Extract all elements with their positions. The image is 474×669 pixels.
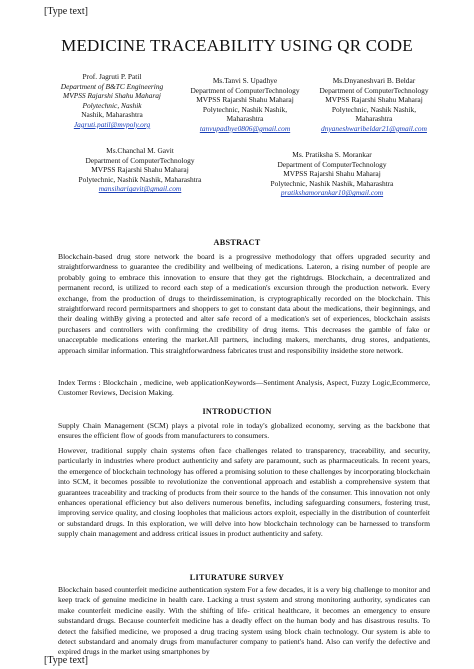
author-affiliation: Polytechnic, Nashik Nashik, (331, 104, 417, 114)
author-name: Ms.Dnyaneshvari B. Beldar (332, 76, 416, 85)
author-location: Maharashtra (355, 114, 393, 124)
author-affiliation: Department of ComputerTechnology (85, 155, 195, 165)
literature-survey-text: Blockchain based counterfeit medicine authentication system For a few decades, it is a very big challenge to monitor and keep track of genuine medicine in health care. Lacking a trust system and strong monitoring authority, syndicates can make counterfeit medicine easily. With the shifting of life- critical healthcare, it becomes an emergency to ensure substandard drugs. Because counterfeit medicine has a deadly effect on the human body and has disastrous results. To detect the falsified medicine, we proposed a drug tracing system using block chain technology. Our system is able to detect substandard and anomaly drugs from manufacturer company to patient's hand. Also can verify the defective and expired drugs in the market using smartphones by (58, 585, 430, 657)
abstract-heading: ABSTRACT (213, 238, 261, 247)
author-block-2 (190, 76, 300, 134)
author-affiliation: MVPSS Rajarshi Shahu Maharaj (325, 95, 423, 105)
author-email-link[interactable]: tanvupadhye0806@gmail.com (199, 123, 291, 133)
author-block-4 (60, 146, 220, 194)
author-affiliation: MVPSS Rajarshi Shahu Maharaj (283, 169, 381, 179)
author-affiliation: Department of ComputerTechnology (319, 85, 429, 95)
page-footer: [Type text] (44, 655, 89, 666)
author-location: Maharashtra (226, 114, 264, 124)
abstract-text: Blockchain-based drug store network the board is a progressive methodology that offers upgraded security and straightforwardness to guarantee the credibility and wellbeing of medications. Lateron, a rising number of people are probably going to embrace this innovation to ensure that they get the rightdrugs. Blockchain, a decentralized and permanent record, is utilized to record each step of a medication's excursion through the production network. Every exchange, from the production of drugs to theirdissemination, is cryptographically recorded on the blockchain. This straightforward record permitspartners and shoppers to get to constant data about the medications, their beginnings, and their dealing withBy giving a protected and alter safe record of a medication's set of experiences, blockchain assists purchasers and controllers with confirming the credibility of drug items. This decreases the gamble of fake or unacceptable medications entering the market.All partners, including makers, merchants, drug stores, andpatients, approach similar information. This straightforwardness fabricates trust and responsibility insidethe store network. (58, 252, 430, 355)
author-email-link[interactable]: pratikshamorankar10@gmail.com (280, 188, 384, 198)
author-affiliation: Polytechnic, Nashik Nashik, Maharashtra (270, 178, 394, 188)
author-affiliation: Polytechnic, Nashik (82, 100, 142, 110)
author-name: Prof. Jagruti P. Patil (82, 72, 142, 81)
author-affiliation: MVPSS Rajarshi Shahu Maharaj (63, 91, 161, 101)
page-header: [Type text] (44, 6, 89, 17)
author-location: Nashik, Maharashtra (81, 110, 143, 120)
author-affiliation: Department of B&TC Engineering (60, 81, 164, 91)
literature-survey-heading: LITURATURE SURVEY (189, 573, 285, 582)
introduction-heading: INTRODUCTION (202, 407, 272, 416)
author-name: Ms. Pratiksha S. Morankar (292, 150, 372, 159)
author-block-5 (252, 150, 412, 198)
paper-title: MEDICINE TRACEABILITY USING QR CODE (61, 36, 413, 55)
author-block-1 (58, 72, 166, 130)
author-block-3 (318, 76, 430, 134)
author-affiliation: Polytechnic, Nashik Nashik, (202, 104, 288, 114)
author-affiliation: MVPSS Rajarshi Shahu Maharaj (196, 95, 294, 105)
author-name: Ms.Chanchal M. Gavit (106, 146, 174, 155)
author-affiliation: Polytechnic, Nashik Nashik, Maharashtra (78, 174, 202, 184)
introduction-paragraph-1: Supply Chain Management (SCM) plays a pivotal role in today's globalized economy, serving as the backbone that ensures the efficient flow of goods from manufacturers to consumers. (58, 421, 430, 441)
author-affiliation: Department of ComputerTechnology (190, 85, 300, 95)
author-email-link[interactable]: dnyaneshwaribeldar21@gmail.com (321, 123, 427, 133)
index-terms: Index Terms : Blockchain , medicine, web applicationKeywords—Sentiment Analysis, Aspect, Fuzzy Logic,Ecommerce, Customer Reviews, Decision Making. (58, 378, 430, 398)
author-email-link[interactable]: Jagruti.patil@mvpoly.org (73, 119, 151, 129)
author-name: Ms.Tanvi S. Upadhye (212, 76, 278, 85)
author-email-link[interactable]: mansiharigavit@gmail.com (98, 184, 182, 194)
introduction-paragraph-2: However, traditional supply chain systems often face challenges related to transparency, traceability, and security, particularly in industries where product authenticity and safety are paramount, such as pharmaceuticals. In recent years, the emergence of blockchain technology has offered a promising solution to these challenges by incorporating blockchain into SCM, it becomes possible to revolutionize the conventional approach and establish a comprehensive system that guarantees traceability and tracking of products from their source to the hands of the consumer. This innovation not only enhances operational efficiency but also delivers numerous benefits, including safeguarding consumers, fostering trust, improving service quality, and closing loopholes that malicious actors exploit, especially in the distribution of counterfeit or substandard drugs. In this exploration, we will delve into how blockchain technology can be harnessed to transform supply chain management and address critical issues in product authenticity and safety. (58, 446, 430, 539)
author-affiliation: MVPSS Rajarshi Shahu Maharaj (91, 165, 189, 175)
author-affiliation: Department of ComputerTechnology (277, 159, 387, 169)
